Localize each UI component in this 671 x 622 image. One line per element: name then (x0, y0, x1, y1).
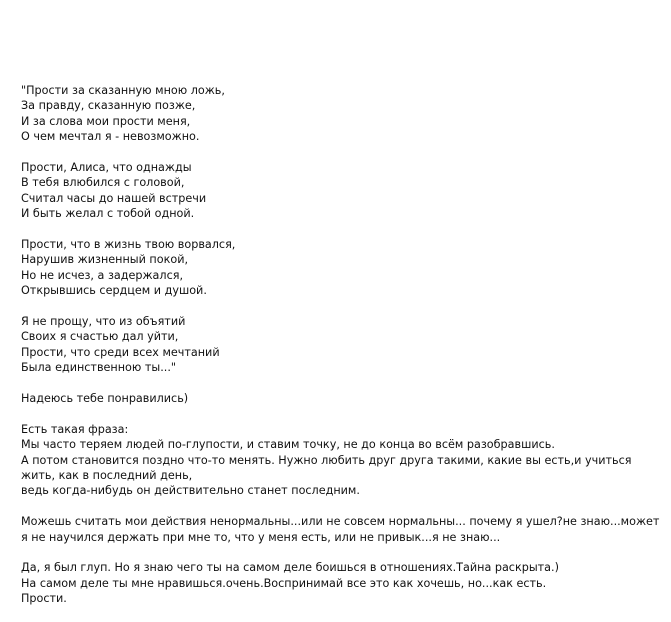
text-line: И за слова мои прости меня, (21, 114, 191, 128)
text-line: Прости, что в жизнь твою ворвался, (21, 238, 236, 252)
poem-stanza-2 (21, 160, 661, 222)
text-line: Надеюсь тебе понравились) (21, 392, 189, 406)
text-line: В тебя влюбился с головой, (21, 176, 185, 190)
document-body (21, 83, 664, 622)
paragraph-actions (21, 514, 664, 545)
text-line: Считал часы до нашей встречи (21, 191, 207, 205)
paragraph-phrase (21, 422, 661, 499)
paragraph-hope (21, 391, 661, 406)
text-line: А потом становится поздно что-то менять. Нужно любить друг друга такими, какие вы есть,и учиться жить, как в последний день, (21, 453, 636, 483)
text-line: Прости, Алиса, что однажды (21, 161, 192, 175)
text-line: Но не исчез, а задержался, (21, 268, 184, 282)
text-line: Я не прощу, что из объятий (21, 315, 186, 329)
text-line: Мы часто теряем людей по-глупости, и ставим точку, не до конца во всём разобравшись. (21, 438, 555, 452)
poem-stanza-4 (21, 314, 661, 376)
text-line: За правду, сказанную позже, (21, 99, 196, 113)
text-line: И быть желал с тобой одной. (21, 207, 195, 221)
text-line: ведь когда-нибудь он действительно станет последним. (21, 484, 360, 498)
text-line: Нарушив жизненный покой, (21, 253, 189, 267)
text-line: Была единственною ты..." (21, 361, 177, 375)
text-line: Да, я был глуп. Но я знаю чего ты на самом деле боишься в отношениях.Тайна раскрыта.) (21, 561, 559, 575)
text-line: Есть такая фраза: (21, 422, 129, 436)
poem-stanza-3 (21, 237, 661, 299)
text-line: Прости. (21, 592, 67, 606)
text-line: "Прости за сказанную мною ложь, (21, 84, 225, 97)
text-line: О чем мечтал я - невозможно. (21, 130, 200, 144)
poem-stanza-1 (21, 83, 661, 145)
text-line: Прости, что среди всех мечтаний (21, 345, 220, 359)
text-line: На самом деле ты мне нравишься.очень.Воспринимай все это как хочешь, но...как есть. (21, 576, 547, 590)
text-line: Своих я счастью дал уйти, (21, 330, 179, 344)
text-line: Можешь считать мои действия ненормальны...или не совсем нормальны... почему я ушел?не знаю...может я не научился держать при мне то, что у меня есть, или не привык...я не знаю... (21, 515, 664, 544)
text-line: Открывшись сердцем и душой. (21, 284, 207, 298)
